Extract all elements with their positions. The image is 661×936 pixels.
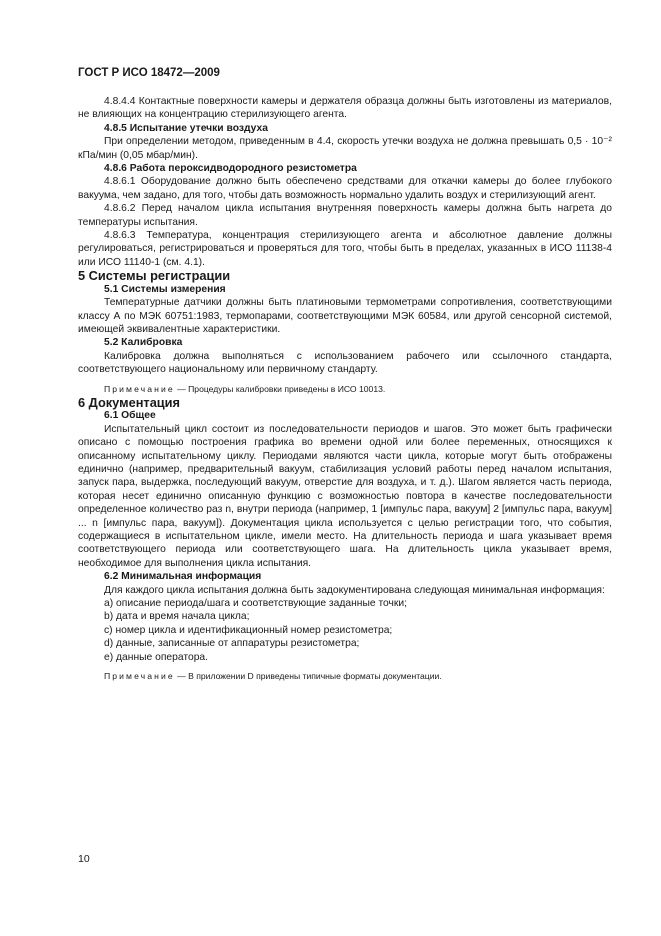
paragraph-6-2: Для каждого цикла испытания должна быть задокументирована следующая минимальная информация: <box>104 584 605 596</box>
paragraph-4-8-6-2: 4.8.6.2 Перед началом цикла испытания внутренняя поверхность камеры должна быть нагрета до температуры испытания. <box>78 203 612 228</box>
heading-4-8-5: 4.8.5 Испытание утечки воздуха <box>104 122 268 134</box>
heading-6-2: 6.2 Минимальная информация <box>104 571 262 583</box>
paragraph-6-1: Испытательный цикл состоит из последовательности периодов и шагов. Это может быть графически описано с помощью построения графика во времени одной или более переменных, относящихся к описанному испытательному циклу. Периодами являются части цикла, которые могут быть отображены единично (например, предварительный вакуум, стабилизация условий работы перед началом испытания, запуск пара, выдержка, последующий вакуум, отверстие для воздуха, и т. д.). Шагом является часть периода, которая несет единично описанную функцию с возможностью повтора в качестве последовательности определенное количество раз n, внутри периода (например, 1 [импульс пара, вакуум] 2 [импульс пара, вакуум] ... n [импульс пара, вакуум]). Документация цикла используется с целью регистрации того, что события, содержащиеся в испытательном цикле, имели место. На длительность периода и шага указывает время соответствующего периода или соответствующего шага. На длительность цикла указывает время, необходимое для выполнения цикла испытания. <box>78 423 612 569</box>
paragraph-4-8-5: При определении методом, приведенным в 4.4, скорость утечки воздуха не должна превышать 0,5 · 10⁻² кПа/мин (0,05 мбар/мин). <box>78 136 612 161</box>
list-item: b) дата и время начала цикла; <box>104 611 250 623</box>
list-item: a) описание периода/шага и соответствующие заданные точки; <box>104 598 408 610</box>
note-text: — Процедуры калибровки приведены в ИСО 10013. <box>174 383 386 394</box>
paragraph-4-8-6-3: 4.8.6.3 Температура, концентрация стерилизующего агента и абсолютное давление должны регулироваться, регистрироваться и проверяться для того, чтобы быть в пределах, указанных в ИСО 11138-4 или ИСО 11140-1 (см. 4.1). <box>78 230 612 268</box>
paragraph-4-8-4-4: 4.8.4.4 Контактные поверхности камеры и держателя образца должны быть изготовлены из материалов, не влияющих на концентрацию стерилизующего агента. <box>78 96 612 121</box>
document-header: ГОСТ Р ИСО 18472—2009 <box>78 67 220 79</box>
list-item: e) данные оператора. <box>104 651 209 663</box>
note-label: Примечание <box>104 383 175 394</box>
section-5-title: 5 Системы регистрации <box>78 268 231 284</box>
paragraph-5-1: Температурные датчики должны быть платиновыми термометрами сопротивления, соответствующими классу А по МЭК 60751:1983, термопарами, соответствующими МЭК 60584, или другой сенсорной системой, имеющей эквивалентные характеристики. <box>78 297 612 335</box>
note-calibration <box>78 383 612 396</box>
list-item: d) данные, записанные от аппаратуры резистометра; <box>104 638 360 650</box>
document-body <box>78 95 612 683</box>
page-number: 10 <box>78 853 90 865</box>
note-documentation <box>78 670 612 683</box>
paragraph-4-8-6-1: 4.8.6.1 Оборудование должно быть обеспечено средствами для откачки камеры до более глубокого вакуума, чем задано, для того, чтобы дать возможность нормально удалить воздух и стерилизующий агент. <box>78 176 612 201</box>
heading-4-8-6: 4.8.6 Работа пероксидводородного резистометра <box>104 163 357 175</box>
note-label: Примечание <box>104 671 175 682</box>
note-text: — В приложении D приведены типичные форматы документации. <box>174 671 442 682</box>
paragraph-5-2: Калибровка должна выполняться с использованием рабочего или ссылочного стандарта, соответствующего национальному или первичному стандарту. <box>78 350 612 376</box>
section-6-title: 6 Документация <box>78 394 181 410</box>
list-item: c) номер цикла и идентификационный номер резистометра; <box>104 624 393 636</box>
heading-5-2: 5.2 Калибровка <box>104 337 183 349</box>
heading-6-1: 6.1 Общее <box>104 410 156 422</box>
heading-5-1: 5.1 Системы измерения <box>104 283 226 295</box>
